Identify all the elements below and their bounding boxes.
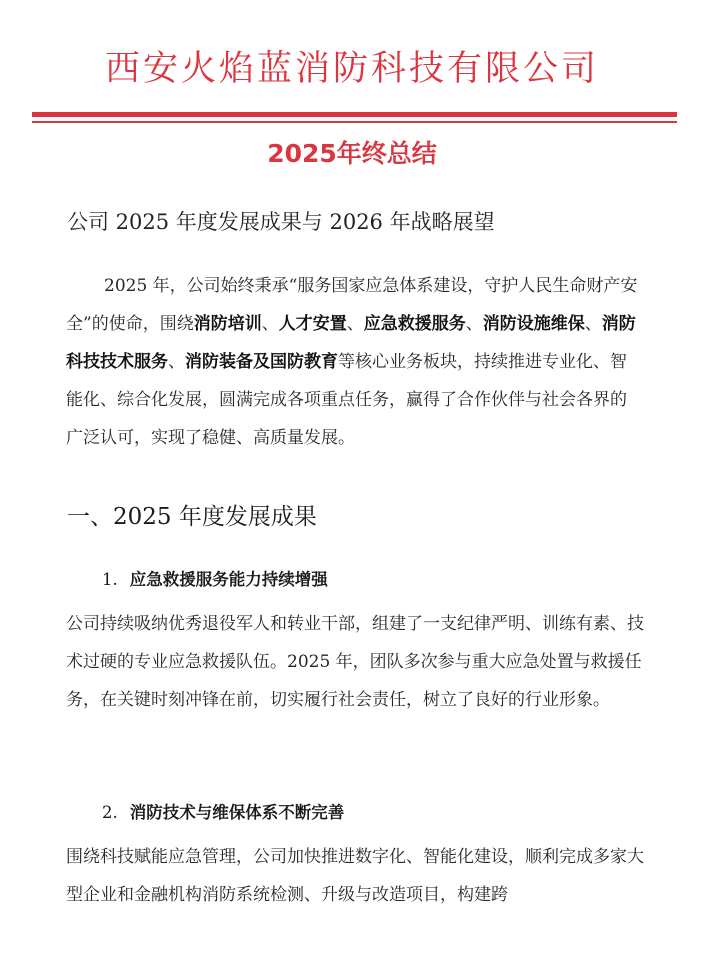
separator: 、 <box>584 314 602 334</box>
document-subtitle: 公司 2025 年度发展成果与 2026 年战略展望 <box>67 210 495 234</box>
business-maintenance: 消防设施维保 <box>482 314 585 334</box>
subsection-number: 1. <box>102 570 118 589</box>
header-divider-thin <box>32 121 677 123</box>
business-rescue: 应急救援服务 <box>363 314 466 334</box>
subsection-body: 公司持续吸纳优秀退役军人和转业干部，组建了一支纪律严明、训练有素、技术过硬的专业应急救援队伍。2025 年，团队多次参与重大应急处置与救援任务，在关键时刻冲锋在前，切实履行社会责任，树立了良好的行业形象。 <box>66 614 644 710</box>
subsection-body: 围绕科技赋能应急管理，公司加快推进数字化、智能化建设，顺利完成多家大型企业和金融机构消防系统检测、升级与改造项目，构建跨 <box>66 847 644 905</box>
business-tech-service: 消防科技技术服务 <box>66 314 636 372</box>
section-heading: 一、2025 年度发展成果 <box>67 504 317 530</box>
subsection-heading <box>102 566 328 594</box>
business-placement: 人才安置 <box>278 314 347 334</box>
separator: 、 <box>168 352 185 372</box>
business-equipment-education: 消防装备及国防教育 <box>185 352 338 372</box>
separator: 、 <box>465 314 483 334</box>
business-training: 消防培训 <box>193 314 262 334</box>
subsection-number: 2. <box>102 803 118 822</box>
intro-text-2: 等核心业务板块，持续推进专业化、智能化、综合化发展，圆满完成各项重点任务，赢得了合作伙伴与社会各界的广泛认可，实现了稳健、高质量发展。 <box>66 352 627 448</box>
intro-paragraph <box>66 267 641 457</box>
separator: 、 <box>346 314 364 334</box>
subsection-title: 消防技术与维保体系不断完善 <box>129 803 345 822</box>
subsection-title: 应急救援服务能力持续增强 <box>129 570 328 589</box>
company-name: 西安火焰蓝消防科技有限公司 <box>104 49 599 89</box>
subsection-heading <box>102 799 344 827</box>
intro-text-1: 2025 年，公司始终秉承“服务国家应急体系建设，守护人民生命财产安全”的使命，围绕 <box>66 276 638 334</box>
report-title: 2025年终总结 <box>267 139 437 168</box>
header-divider-thick <box>32 112 677 117</box>
separator: 、 <box>261 314 279 334</box>
